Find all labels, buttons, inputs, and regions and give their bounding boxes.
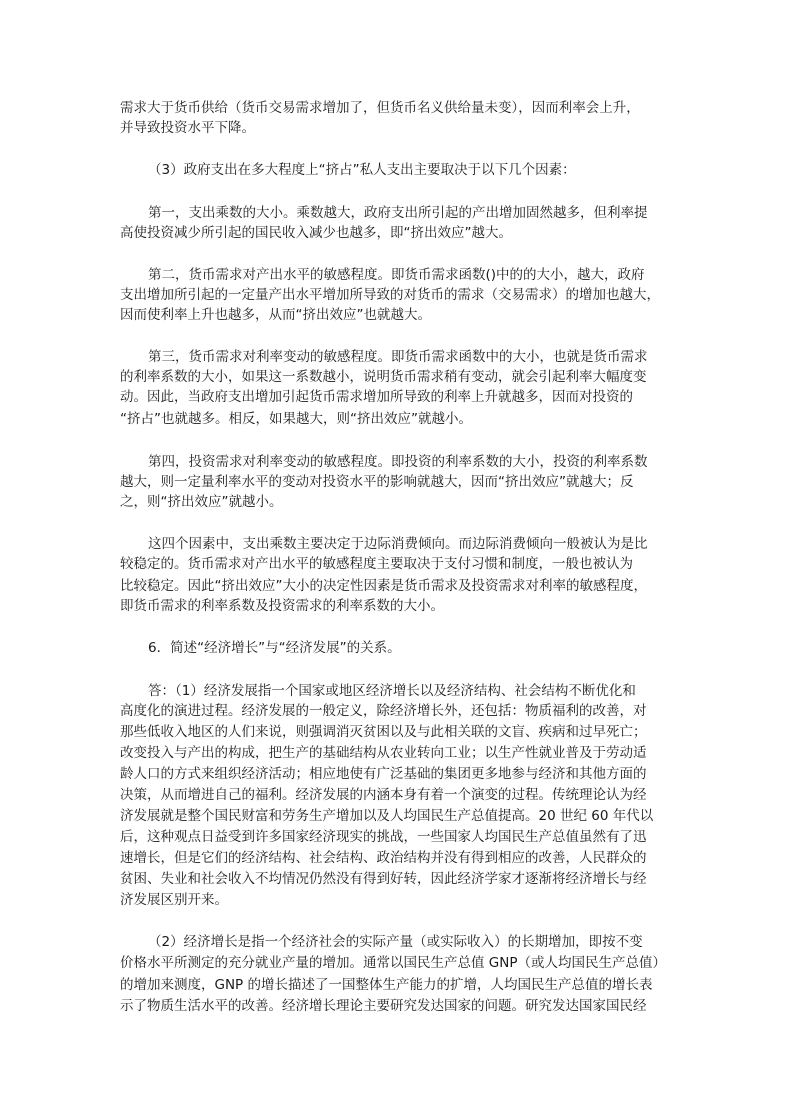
text-line: 第三，货币需求对利率变动的敏感程度。即货币需求函数中的大小，也就是货币需求 — [148, 349, 648, 365]
text-line: 价格水平所测定的充分就业产量的增加。通常以国民生产总值 GNP（或人均国民生产总值） — [120, 955, 666, 971]
text-line: 比较稳定。因此“挤出效应”大小的决定性因素是货币需求及投资需求对利率的敏感程度， — [120, 578, 647, 594]
text-line: 较稳定的。货币需求对产出水平的敏感程度主要取决于支付习惯和制度，一般也被认为 — [120, 556, 633, 572]
text-line: 高使投资减少所引起的国民收入减少也越多，即“挤出效应”越大。 — [120, 225, 512, 241]
text-line: 第四，投资需求对利率变动的敏感程度。即投资的利率系数的大小，投资的利率系数 — [148, 454, 648, 470]
text-line: 贫困、失业和社会收入不均情况仍然没有得到好转，因此经济学家才逐渐将经济增长与经 — [120, 871, 647, 887]
text-line: 高度化的演进过程。经济发展的一般定义，除经济增长外，还包括：物质福利的改善，对 — [120, 703, 647, 719]
text-line: 后，这种观点日益受到许多国家经济现实的挑战，一些国家人均国民生产总值虽然有了迅 — [120, 829, 647, 845]
question-heading: 6．简述“经济增长”与“经济发展”的关系。 — [148, 640, 401, 656]
text-line: 决策，从而增进自己的福利。经济发展的内涵本身有着一个演变的过程。传统理论认为经 — [120, 787, 647, 803]
text-line: 答：（1）经济发展指一个国家或地区经济增长以及经济结构、社会结构不断优化和 — [148, 683, 636, 699]
text-line: 因而使利率上升也越多，从而“挤出效应”也就越大。 — [120, 307, 431, 323]
text-line: 的增加来测度，GNP 的增长描述了一国整体生产能力的扩增，人均国民生产总值的增长表 — [120, 977, 653, 993]
text-line: 济发展就是整个国民财富和劳务生产增加以及人均国民生产总值提高。20 世纪 60 年代以 — [120, 808, 654, 824]
text-line: 越大，则一定量利率水平的变动对投资水平的影响就越大，因而“挤出效应”就越大；反 — [120, 474, 634, 490]
text-line: 的利率系数的大小，如果这一系数越小，说明货币需求稍有变动，就会引起利率大幅度变 — [120, 369, 647, 385]
text-line: 济发展区别开来。 — [120, 892, 228, 908]
text-line: （2）经济增长是指一个经济社会的实际产量（或实际收入）的长期增加，即按不变 — [148, 934, 643, 950]
text-line: 并导致投资水平下降。 — [120, 120, 255, 136]
text-line: 第二，货币需求对产出水平的敏感程度。即货币需求函数()中的的大小，越大，政府 — [148, 267, 645, 283]
text-line: 动。因此，当政府支出增加引起货币需求增加所导致的利率上升就越多，因而对投资的 — [120, 389, 633, 405]
text-line: 龄人口的方式来组织经济活动；相应地使有广泛基础的集团更多地参与经济和其他方面的 — [120, 766, 647, 782]
text-line: 改变投入与产出的构成，把生产的基础结构从农业转向工业；以生产性就业普及于劳动适 — [120, 745, 647, 761]
text-line: 需求大于货币供给（货币交易需求增加了，但货币名义供给量未变），因而利率会上升， — [120, 100, 640, 116]
text-line: 那些低收入地区的人们来说，则强调消灭贫困以及与此相关联的文盲、疾病和过早死亡； — [120, 724, 647, 740]
text-line: 之，则“挤出效应”就越小。 — [120, 494, 283, 510]
text-line: 第一，支出乘数的大小。乘数越大，政府支出所引起的产出增加固然越多，但利率提 — [148, 205, 648, 221]
text-line: 速增长，但是它们的经济结构、社会结构、政治结构并没有得到相应的改善，人民群众的 — [120, 850, 647, 866]
text-line: “挤占”也就越多。相反，如果越大，则“挤出效应”就越小。 — [120, 411, 472, 427]
text-line: 支出增加所引起的一定量产出水平增加所导致的对货币的需求（交易需求）的增加也越大， — [120, 287, 660, 303]
text-line: 示了物质生活水平的改善。经济增长理论主要研究发达国家的问题。研究发达国家国民经 — [120, 998, 647, 1014]
text-line: 这四个因素中，支出乘数主要决定于边际消费倾向。而边际消费倾向一般被认为是比 — [148, 536, 648, 552]
text-line: 即货币需求的利率系数及投资需求的利率系数的大小。 — [120, 598, 444, 614]
text-line: （3）政府支出在多大程度上“挤占”私人支出主要取决于以下几个因素： — [148, 162, 576, 178]
